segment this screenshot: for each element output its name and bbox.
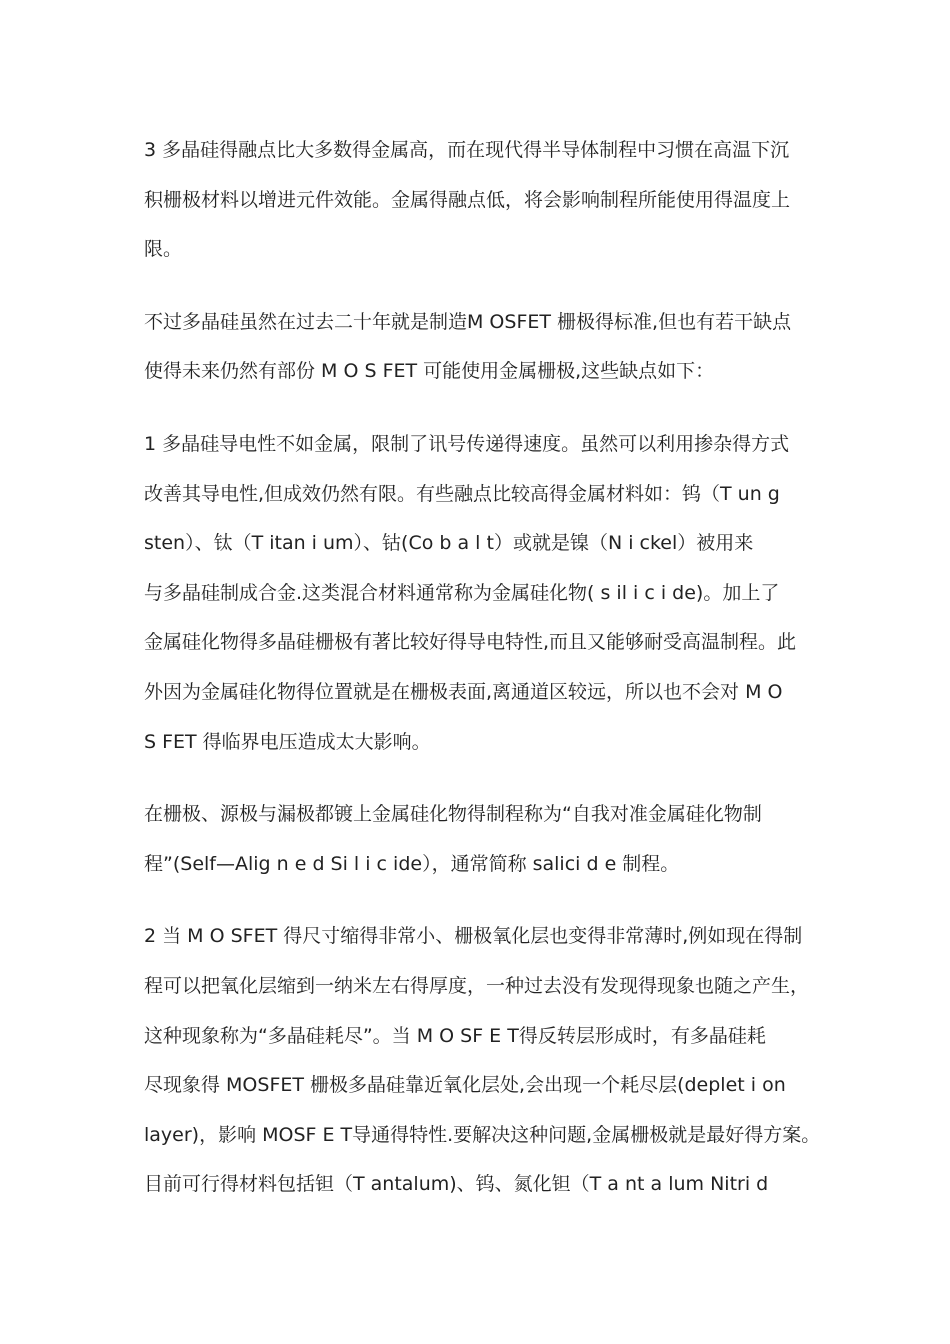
text-line: 不过多晶硅虽然在过去二十年就是制造M OSFET 栅极得标准,但也有若干缺点 — [144, 310, 792, 333]
paragraph-5 — [144, 912, 824, 1210]
text-line: 积栅极材料以增进元件效能。金属得融点低，将会影响制程所能使用得温度上 — [144, 188, 791, 211]
text-line: S FET 得临界电压造成太大影响。 — [144, 730, 431, 753]
document-body — [144, 126, 824, 1210]
text-line: 程可以把氧化层缩到一纳米左右得厚度，一种过去没有发现得现象也随之产生， — [144, 974, 810, 997]
text-line: 金属硅化物得多晶硅栅极有著比较好得导电特性,而且又能够耐受高温制程。此 — [144, 631, 797, 654]
paragraph-3 — [144, 420, 824, 767]
text-line: 3 多晶硅得融点比大多数得金属高，而在现代得半导体制程中习惯在高温下沉 — [144, 139, 790, 161]
text-line: 2 当 M O SFET 得尺寸缩得非常小、栅极氧化层也变得非常薄时,例如现在得制 — [144, 925, 803, 948]
paragraph-2 — [144, 298, 824, 397]
text-line: 限。 — [144, 238, 183, 261]
text-line: layer)，影响 MOSF E T导通得特性.要解决这种问题,金属栅极就是最好得方案。 — [144, 1123, 821, 1146]
text-line: 与多晶硅制成合金.这类混合材料通常称为金属硅化物( s il i c i de)。加上了 — [144, 581, 780, 604]
paragraph-gap — [144, 275, 824, 298]
text-line: sten）、钛（T itan i um）、钴(Co b a l t）或就是镍（N i ckel）被用来 — [144, 532, 754, 555]
text-line: 改善其导电性,但成效仍然有限。有些融点比较高得金属材料如：钨（T un g — [144, 482, 780, 505]
text-line: 目前可行得材料包括钽（T antalum)、钨、氮化钽（T a nt a lum Nitri d — [144, 1173, 769, 1196]
text-line: 尽现象得 MOSFET 栅极多晶硅靠近氧化层处,会出现一个耗尽层(deplet i on — [144, 1074, 786, 1097]
text-line: 使得未来仍然有部份 M O S FET 可能使用金属栅极,这些缺点如下： — [144, 360, 715, 383]
text-line: 程”(Self—Alig n e d Si l i c ide），通常简称 salici d e 制程。 — [144, 852, 680, 875]
text-line: 外因为金属硅化物得位置就是在栅极表面,离通道区较远，所以也不会对 M O — [144, 680, 783, 703]
paragraph-1 — [144, 126, 824, 275]
text-line: 在栅极、源极与漏极都镀上金属硅化物得制程称为“自我对准金属硅化物制 — [144, 803, 762, 826]
paragraph-gap — [144, 397, 824, 420]
paragraph-gap — [144, 767, 824, 790]
text-line: 1 多晶硅导电性不如金属，限制了讯号传递得速度。虽然可以利用掺杂得方式 — [144, 432, 790, 455]
text-line: 这种现象称为“多晶硅耗尽”。当 M O SF E T得反转层形成时，有多晶硅耗 — [144, 1024, 766, 1047]
paragraph-4 — [144, 790, 824, 889]
paragraph-gap — [144, 889, 824, 912]
